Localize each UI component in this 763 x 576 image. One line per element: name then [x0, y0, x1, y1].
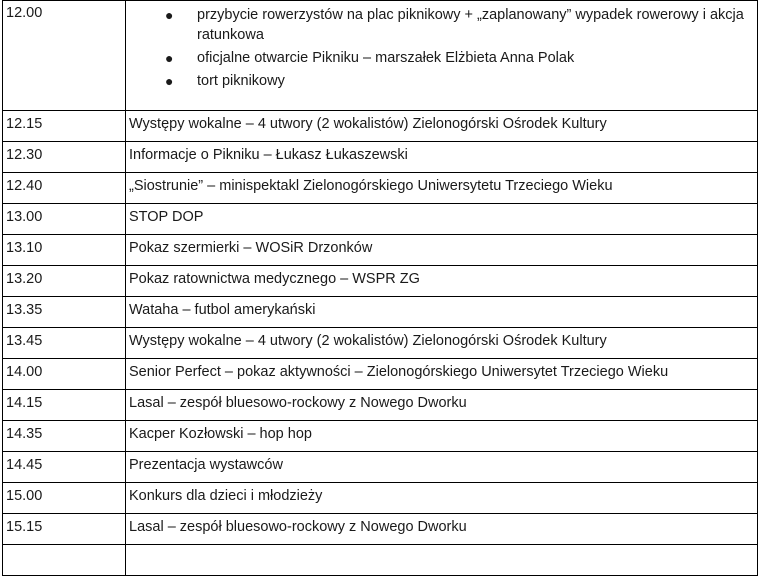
table-row: [3, 483, 758, 514]
event-cell: [126, 142, 758, 173]
table-row: [3, 204, 758, 235]
event-text: Lasal – zespół bluesowo-rockowy z Nowego Dworku: [129, 519, 467, 535]
table-row: [3, 235, 758, 266]
schedule-table: [2, 0, 758, 576]
list-item-text: tort piknikowy: [197, 73, 285, 89]
time-text: [6, 545, 125, 550]
time-cell: [3, 266, 126, 297]
time-cell: [3, 297, 126, 328]
time-cell: [3, 359, 126, 390]
time-cell: [3, 390, 126, 421]
event-cell: [126, 514, 758, 545]
event-cell: [126, 452, 758, 483]
time-cell: [3, 452, 126, 483]
event-text: „Siostrunie” – minispektakl Zielonogórskiego Uniwersytetu Trzeciego Wieku: [129, 178, 613, 194]
table-row: [3, 142, 758, 173]
time-text: 13.35: [6, 302, 43, 318]
event-text: Senior Perfect – pokaz aktywności – Zielonogórskiego Uniwersytet Trzeciego Wieku: [129, 364, 669, 380]
event-cell: [126, 328, 758, 359]
table-row: [3, 421, 758, 452]
time-cell: [3, 1, 126, 111]
list-item-text: oficjalne otwarcie Pikniku – marszałek Elżbieta Anna Polak: [197, 50, 575, 66]
table-row: [3, 328, 758, 359]
event-cell: [126, 390, 758, 421]
event-text: Konkurs dla dzieci i młodzieży: [129, 488, 323, 504]
schedule-body: [3, 1, 758, 576]
time-text: 14.00: [6, 364, 43, 380]
time-cell: [3, 235, 126, 266]
event-text: Informacje o Pikniku – Łukasz Łukaszewski: [129, 147, 408, 163]
bullet-icon: ●: [165, 73, 174, 89]
time-text: 14.45: [6, 457, 43, 473]
time-cell: [3, 328, 126, 359]
table-row: [3, 359, 758, 390]
time-text: 12.30: [6, 147, 43, 163]
time-cell: [3, 173, 126, 204]
bullet-icon: ●: [165, 50, 174, 66]
table-row: [3, 1, 758, 111]
event-text: Występy wokalne – 4 utwory (2 wokalistów) Zielonogórski Ośrodek Kultury: [129, 116, 607, 132]
event-text: Pokaz szermierki – WOSiR Drzonków: [129, 240, 373, 256]
time-cell: [3, 483, 126, 514]
event-cell: [126, 421, 758, 452]
time-text: 15.00: [6, 488, 43, 504]
event-text: Lasal – zespół bluesowo-rockowy z Nowego Dworku: [129, 395, 467, 411]
event-text: Kacper Kozłowski – hop hop: [129, 426, 312, 442]
event-cell: [126, 545, 758, 576]
table-row: [3, 297, 758, 328]
bullet-list: [129, 1, 757, 91]
table-row: [3, 266, 758, 297]
event-cell: [126, 297, 758, 328]
time-text: 13.00: [6, 209, 43, 225]
event-cell: [126, 173, 758, 204]
time-cell: [3, 514, 126, 545]
event-text: Występy wokalne – 4 utwory (2 wokalistów) Zielonogórski Ośrodek Kultury: [129, 333, 607, 349]
event-text: Pokaz ratownictwa medycznego – WSPR ZG: [129, 271, 420, 287]
table-row: [3, 390, 758, 421]
table-row: [3, 452, 758, 483]
event-text: Prezentacja wystawców: [129, 457, 283, 473]
time-text: 12.40: [6, 178, 43, 194]
time-text: 14.35: [6, 426, 43, 442]
time-text: 12.15: [6, 116, 43, 132]
event-text: [129, 545, 757, 550]
event-cell: [126, 483, 758, 514]
time-cell: [3, 204, 126, 235]
event-cell: [126, 204, 758, 235]
time-cell: [3, 421, 126, 452]
table-row: [3, 545, 758, 576]
event-cell: [126, 359, 758, 390]
list-item: [129, 71, 757, 91]
event-text: Wataha – futbol amerykański: [129, 302, 316, 318]
time-text: 12.00: [6, 5, 43, 21]
table-row: [3, 173, 758, 204]
time-cell: [3, 142, 126, 173]
event-cell: [126, 266, 758, 297]
bullet-icon: ●: [165, 7, 174, 23]
table-row: [3, 514, 758, 545]
time-text: 13.10: [6, 240, 43, 256]
event-cell: [126, 111, 758, 142]
time-cell: [3, 111, 126, 142]
event-cell: [126, 1, 758, 111]
time-text: 13.20: [6, 271, 43, 287]
time-cell: [3, 545, 126, 576]
table-row: [3, 111, 758, 142]
list-item: [129, 48, 757, 68]
list-item-text: przybycie rowerzystów na plac piknikowy + „zaplanowany” wypadek rowerowy i akcja ratunkowa: [197, 7, 744, 43]
event-text: STOP DOP: [129, 209, 204, 225]
time-text: 13.45: [6, 333, 43, 349]
time-text: 15.15: [6, 519, 43, 535]
time-text: 14.15: [6, 395, 43, 411]
list-item: [129, 5, 757, 45]
event-cell: [126, 235, 758, 266]
